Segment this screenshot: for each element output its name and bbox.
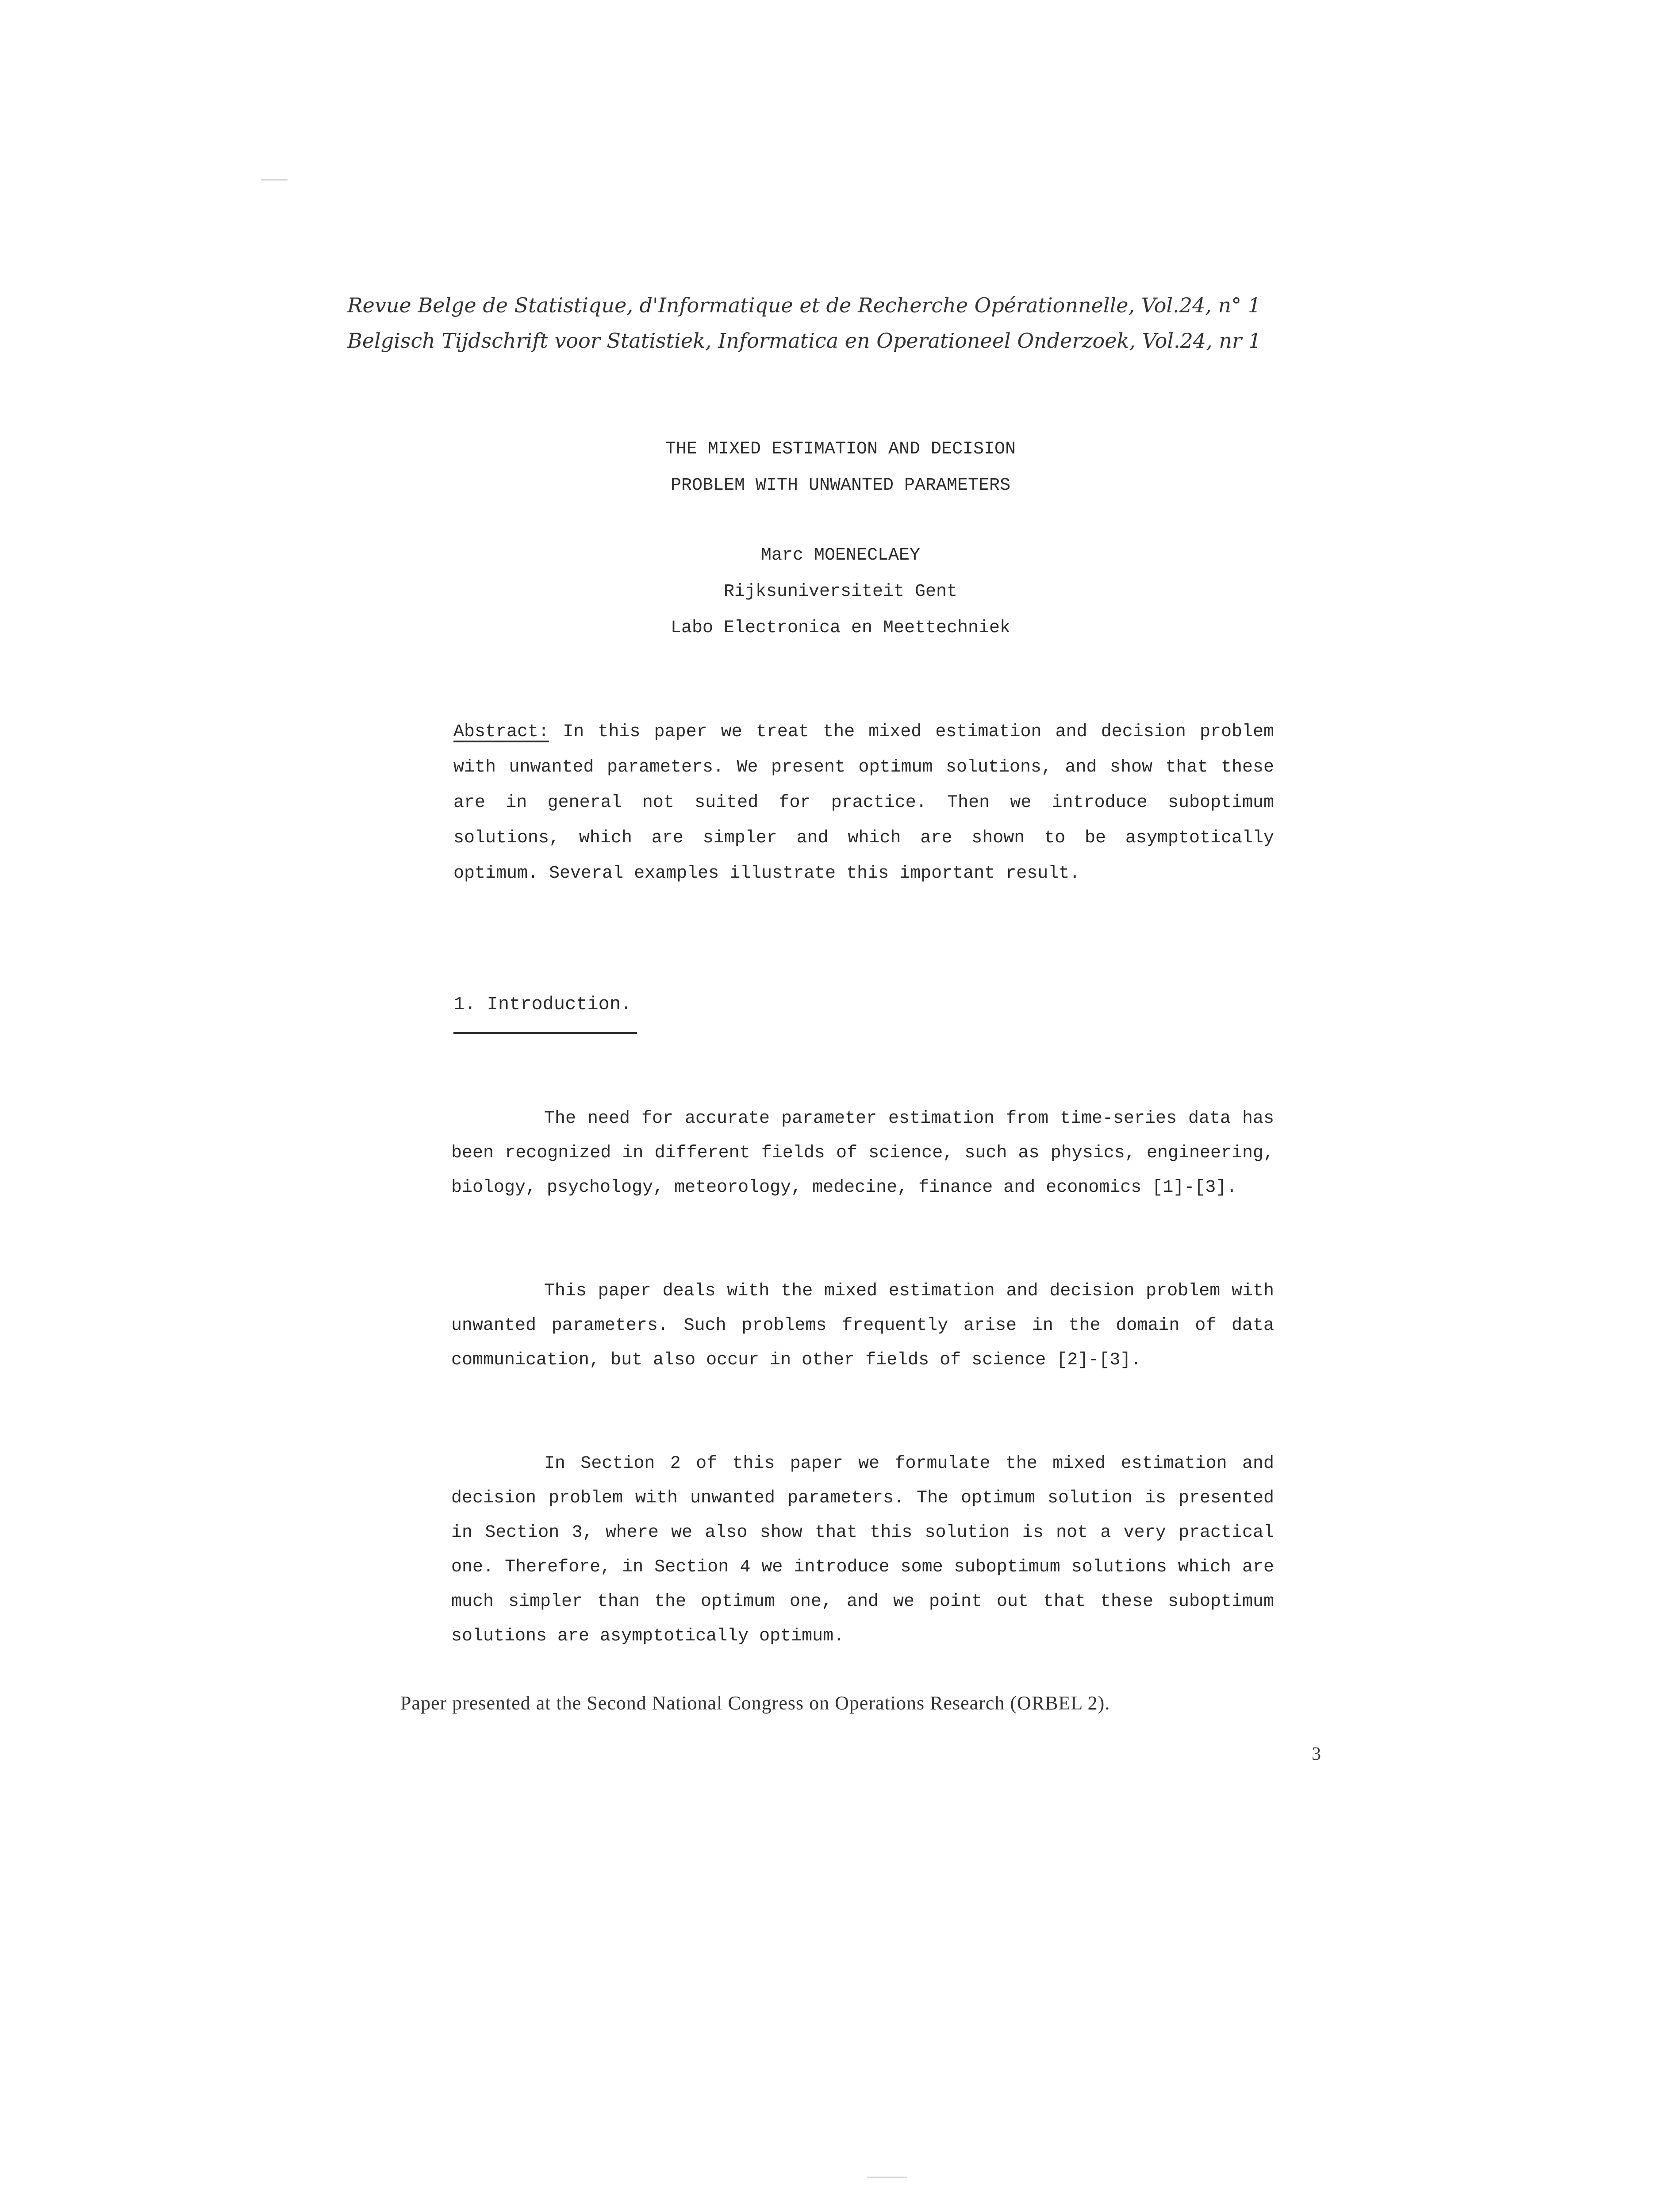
section-heading: 1. Introduction. (453, 994, 632, 1015)
page-number: 3 (1312, 1744, 1321, 1764)
journal-header-french: Revue Belge de Statistique, d'Informatique et de Recherche Opérationnelle, Vol.24, n° 1 (347, 293, 1261, 317)
author-block (531, 538, 1150, 646)
intro-paragraph-1: The need for accurate parameter estimation from time-series data has been recognized in different fields of science, such as physics, engineering, biology, psychology, meteorology, medecine, finance and economics [1]-[3]. (451, 1109, 1274, 1198)
journal-header (347, 288, 1409, 358)
abstract-text: In this paper we treat the mixed estimation and decision problem with unwanted parameters. We present optimum solutions, and show that these are in general not suited for practice. Then we introduce suboptimum solutions, which are simpler and which are shown to be asymptotically optimum. Several examples illustrate this important result. (453, 722, 1275, 883)
footnote: Paper presented at the Second National Congress on Operations Research (ORBEL 2). (400, 1692, 1110, 1714)
intro-paragraph-3: In Section 2 of this paper we formulate the mixed estimation and decision problem with unwanted parameters. The optimum solution is presented in Section 3, where we also show that this solution is not a very practical one. Therefore, in Section 4 we introduce some suboptimum solutions which are much simpler than the optimum one, and we point out that these suboptimum solutions are asymptotically optimum. (451, 1454, 1274, 1646)
scan-speck (867, 2177, 907, 2178)
abstract-label: Abstract: (453, 722, 549, 742)
paper-title (531, 431, 1150, 504)
abstract (453, 714, 1274, 891)
paper-title-line-1: THE MIXED ESTIMATION AND DECISION (665, 439, 1016, 459)
author-department: Labo Electronica en Meettechniek (670, 618, 1011, 638)
author-name: Marc MOENECLAEY (760, 545, 921, 565)
paper-title-line-2: PROBLEM WITH UNWANTED PARAMETERS (670, 476, 1011, 495)
journal-header-dutch: Belgisch Tijdschrift voor Statistiek, Informatica en Operationeel Onderzoek, Vol.24, nr 1 (347, 329, 1261, 353)
section-heading-underline (453, 1032, 637, 1034)
scan-speck (261, 179, 288, 180)
intro-paragraph-2: This paper deals with the mixed estimation and decision problem with unwanted parameters. Such problems frequently arise in the domain of data communication, but also occur in other fields of science [2]-[3]. (451, 1281, 1274, 1370)
author-affiliation: Rijksuniversiteit Gent (723, 582, 958, 602)
